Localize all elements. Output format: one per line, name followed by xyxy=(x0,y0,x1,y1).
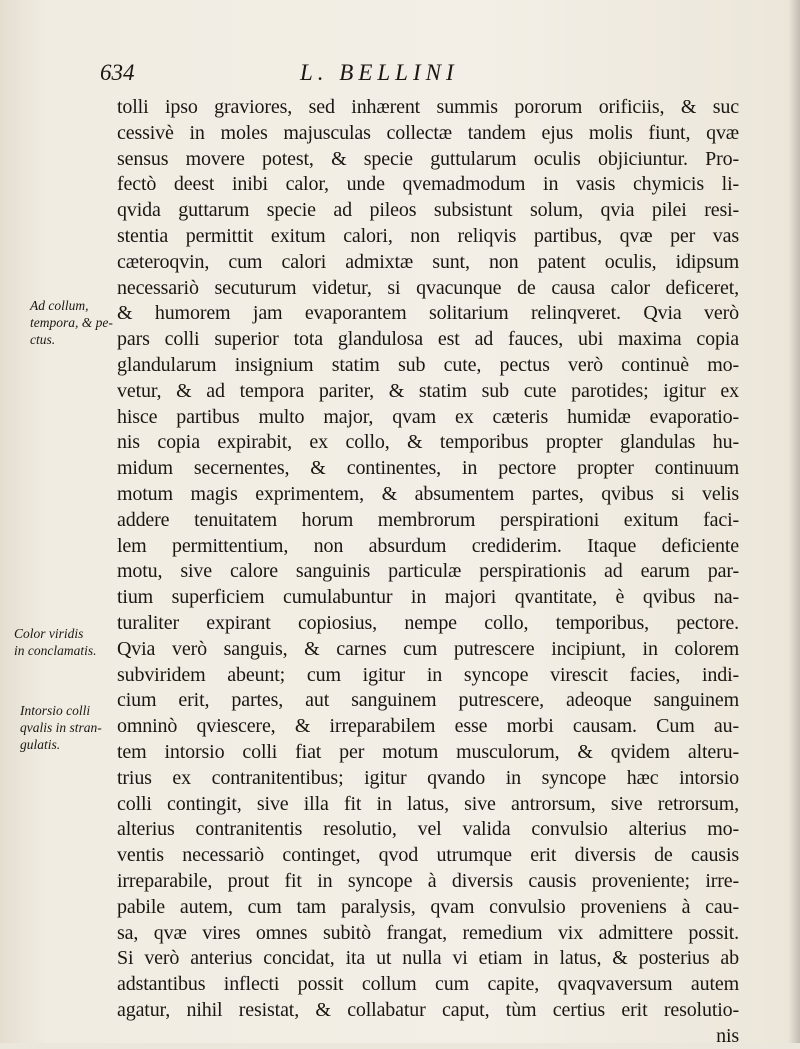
margin-note-line: ctus. xyxy=(30,332,56,347)
text-line: sensus movere potest, & specie guttularum oculis objiciuntur. Pro- xyxy=(117,147,739,170)
catchword: nis xyxy=(716,1024,739,1047)
text-line: pars colli superior tota glandulosa est ad fauces, ubi maxima copia xyxy=(117,328,739,351)
text-line: alterius contranitentis resolutio, vel valida convulsio alterius mo- xyxy=(117,818,739,841)
text-line: vetur, & ad tempora pariter, & statim sub cute parotides; igitur ex xyxy=(117,379,739,402)
margin-note-line: in conclamatis. xyxy=(14,643,97,658)
text-line: omninò qviescere, & irreparabilem esse morbi causam. Cum au- xyxy=(117,715,739,738)
body-text xyxy=(117,95,739,1049)
page-edge-shadow xyxy=(788,0,800,1043)
margin-note-line: Color viridis xyxy=(14,626,84,641)
page-header xyxy=(0,60,800,94)
text-line: agatur, nihil resistat, & collabatur caput, tùm certius erit resolutio- xyxy=(117,998,739,1021)
text-line: fectò deest inibi calor, unde qvemadmodum in vasis chymicis li- xyxy=(117,173,739,196)
text-line: qvida guttarum specie ad pileos subsistunt solum, qvia pilei resi- xyxy=(117,199,739,222)
text-line: ventis necessariò continget, qvod utrumque erit diversis de causis xyxy=(117,844,739,867)
margin-note xyxy=(20,702,102,753)
text-line: addere tenuitatem horum membrorum perspirationi exitum faci- xyxy=(117,508,739,531)
margin-note xyxy=(30,297,113,348)
text-line: & humorem jam evaporantem solitarium relinqveret. Qvia verò xyxy=(117,302,739,325)
text-line: glandularum insignium statim sub cute, pectus verò continuè mo- xyxy=(117,353,739,376)
text-line: motu, sive calore sanguinis particulæ perspirationis ad earum par- xyxy=(117,560,739,583)
text-line: tem intorsio colli fiat per motum musculorum, & qvidem alteru- xyxy=(117,740,739,763)
text-line: trius ex contranitentibus; igitur qvando in syncope hæc intorsio xyxy=(117,766,739,789)
text-line: Si verò anterius concidat, ita ut nulla vi etiam in latus, & posterius ab xyxy=(117,947,739,970)
text-line: irreparabile, prout fit in syncope à diversis causis proveniente; irre- xyxy=(117,869,739,892)
margin-note-line: Intorsio colli xyxy=(20,703,91,718)
text-line: pabile autem, cum tam paralysis, qvam convulsio proveniens à cau- xyxy=(117,895,739,918)
margin-note-line: tempora, & pe- xyxy=(30,315,113,330)
text-line: tolli ipso graviores, sed inhærent summis pororum orificiis, & suc xyxy=(117,96,739,118)
text-line: lem permittentium, non absurdum crediderim. Itaque deficiente xyxy=(117,534,739,557)
text-line: necessariò secuturum videtur, si qvacunque de causa calor deficeret, xyxy=(117,276,739,299)
text-line: midum secernentes, & continentes, in pectore propter continuum xyxy=(117,457,739,480)
text-line: motum magis exprimentem, & absumentem partes, qvibus si velis xyxy=(117,482,739,505)
margin-note-line: qvalis in stran- xyxy=(20,720,102,735)
text-line: tium superficiem cumulabuntur in majori qvantitate, è qvibus na- xyxy=(117,586,739,609)
text-line: cæteroqvin, cum calori admixtæ sunt, non patent oculis, idipsum xyxy=(117,250,739,273)
text-line: colli contingit, sive illa fit in latus, sive antrorsum, sive retrorsum, xyxy=(117,792,739,815)
text-line: sa, qvæ vires omnes subitò frangat, remedium vix admittere possit. xyxy=(117,921,739,944)
text-line: cium erit, partes, aut sanguinem putrescere, adeoque sanguinem xyxy=(117,689,739,712)
text-line: turaliter expirant copiosius, nempe collo, temporibus, pectore. xyxy=(117,611,739,634)
text-line: subviridem abeunt; cum igitur in syncope virescit facies, indi- xyxy=(117,663,739,686)
text-line: hisce partibus multo major, qvam ex cæteris humidæ evaporatio- xyxy=(117,405,739,428)
margin-note-line: gulatis. xyxy=(20,737,61,752)
margin-note-line: Ad collum, xyxy=(30,298,89,313)
page-number: 634 xyxy=(100,60,135,85)
text-line: Qvia verò sanguis, & carnes cum putrescere incipiunt, in colorem xyxy=(117,637,739,660)
text-line: stentia permittit exitum calori, non reliqvis partibus, qvæ per vas xyxy=(117,224,739,247)
text-line: adstantibus inflecti possit collum cum capite, qvaqvaversum autem xyxy=(117,973,739,996)
text-line: nis copia expirabit, ex collo, & temporibus propter glandulas hu- xyxy=(117,431,739,454)
margin-note xyxy=(14,625,97,659)
text-line: cessivè in moles majusculas collectæ tandem ejus molis fiunt, qvæ xyxy=(117,121,739,144)
running-head: L. BELLINI xyxy=(300,60,459,85)
